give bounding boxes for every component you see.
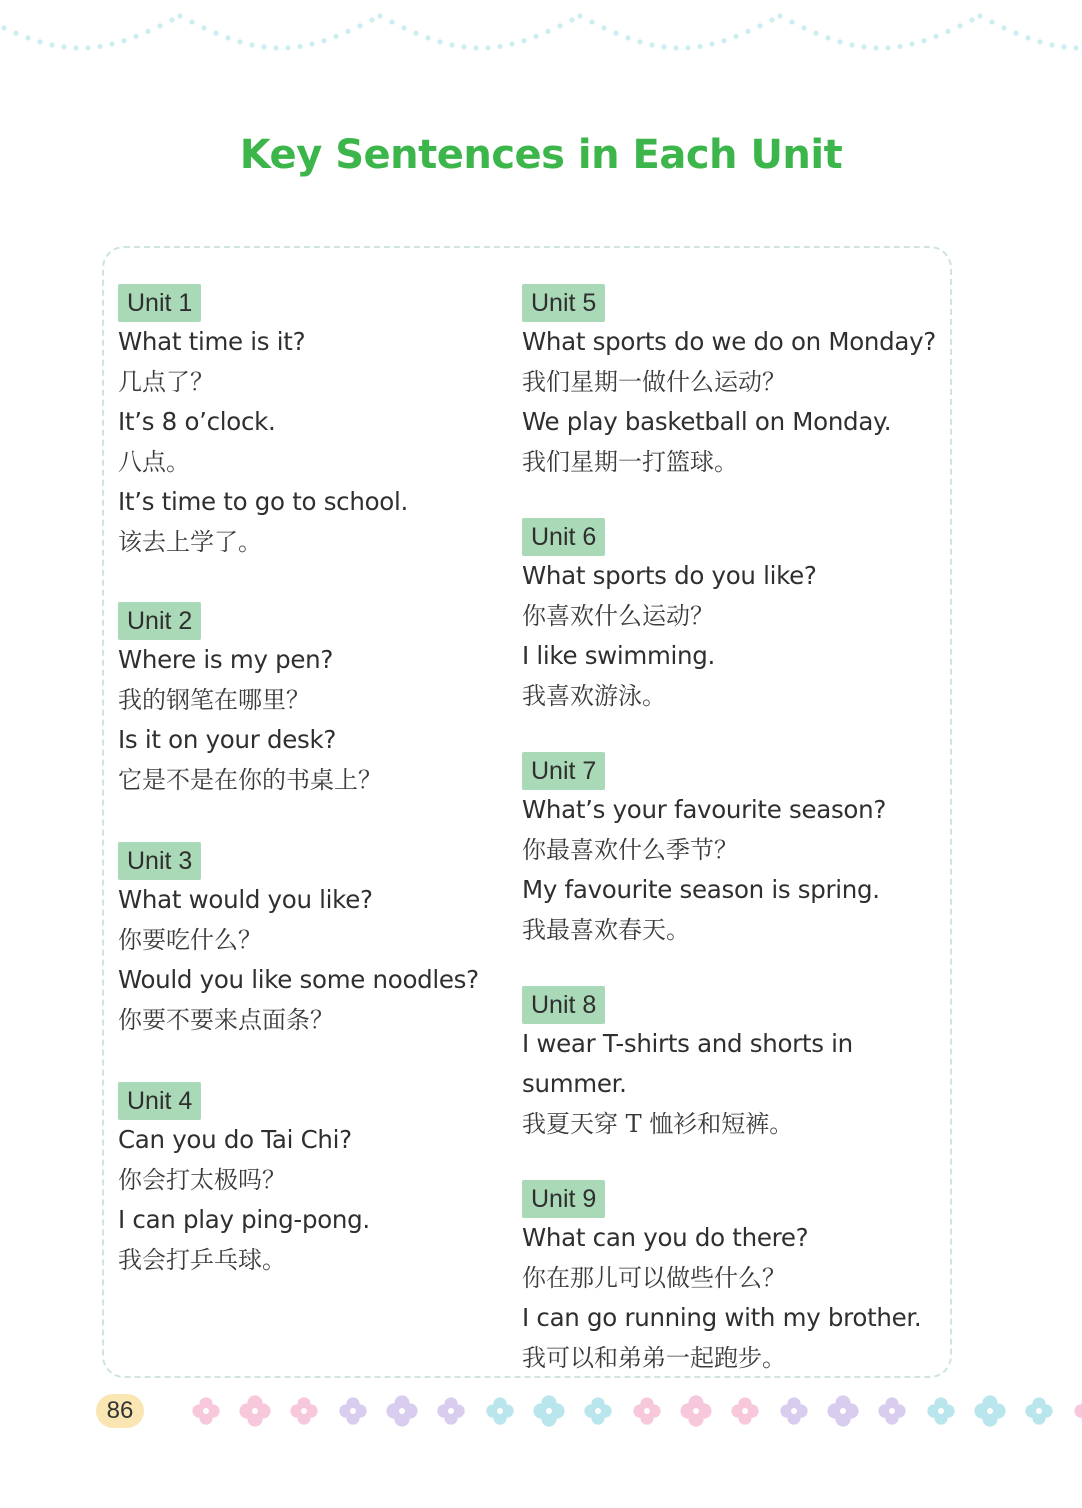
decor-dot <box>745 29 750 34</box>
decor-dot <box>885 45 890 50</box>
decor-dot <box>897 44 902 49</box>
decor-dot <box>437 39 442 44</box>
decor-dot <box>577 13 582 18</box>
decor-dot <box>921 38 926 43</box>
decor-dot <box>213 30 218 35</box>
decor-dot <box>1 25 6 30</box>
decor-dot <box>273 45 278 50</box>
decor-dot <box>697 44 702 49</box>
flower-icon <box>1074 1397 1082 1424</box>
unit-badge: Unit 1 <box>118 284 201 322</box>
flower-icon <box>239 1395 270 1426</box>
decor-dot <box>461 44 466 49</box>
decor-dot <box>109 41 114 46</box>
decor-dot <box>709 41 714 46</box>
english-sentence: I like swimming. <box>522 641 716 670</box>
english-sentence: I can go running with my brother. <box>522 1303 922 1332</box>
chinese-translation: 我夏天穿 T 恤衫和短裤。 <box>522 1110 794 1138</box>
decor-dot <box>321 38 326 43</box>
unit-badge: Unit 3 <box>118 842 201 880</box>
flower-icon <box>927 1397 954 1424</box>
unit-block <box>522 752 947 950</box>
decor-dot <box>177 13 182 18</box>
english-sentence: What sports do we do on Monday? <box>522 327 936 356</box>
decor-dot <box>801 25 806 30</box>
decor-dot <box>401 25 406 30</box>
decor-dot <box>849 42 854 47</box>
decor-dot <box>613 30 618 35</box>
unit-block <box>522 986 947 1144</box>
decor-dot <box>673 45 678 50</box>
chinese-translation: 我最喜欢春天。 <box>522 916 690 944</box>
chinese-translation: 我喜欢游泳。 <box>522 682 666 710</box>
flower-icon <box>827 1395 858 1426</box>
decor-dot <box>201 25 206 30</box>
english-sentence: It’s 8 o’clock. <box>118 407 276 436</box>
decor-dot <box>1073 45 1078 50</box>
english-sentence: Is it on your desk? <box>118 725 337 754</box>
decor-dot <box>37 39 42 44</box>
flower-icon <box>339 1397 366 1424</box>
decor-dot <box>169 17 174 22</box>
decor-dot <box>297 44 302 49</box>
decor-dot <box>377 13 382 18</box>
decor-dot <box>249 42 254 47</box>
decor-dot <box>825 35 830 40</box>
decor-dot <box>521 38 526 43</box>
unit-block <box>522 284 947 482</box>
unit-badge: Unit 8 <box>522 986 605 1024</box>
flower-icon <box>290 1397 317 1424</box>
decor-dot <box>157 23 162 28</box>
decor-dot <box>61 44 66 49</box>
left-column <box>118 284 508 1280</box>
flower-icon <box>486 1397 513 1424</box>
decor-dot <box>497 44 502 49</box>
chinese-translation: 我可以和弟弟一起跑步。 <box>522 1344 786 1372</box>
decor-dot <box>861 44 866 49</box>
english-sentence: What’s your favourite season? <box>522 795 887 824</box>
chinese-translation: 该去上学了。 <box>118 528 262 556</box>
decor-dot <box>545 29 550 34</box>
decor-dot <box>969 17 974 22</box>
decor-dot <box>557 23 562 28</box>
english-sentence: What time is it? <box>118 327 306 356</box>
flower-icon <box>680 1395 711 1426</box>
decor-dot <box>1013 30 1018 35</box>
flower-icon <box>878 1397 905 1424</box>
english-sentence: Where is my pen? <box>118 645 334 674</box>
unit-block <box>522 1180 947 1378</box>
decor-dot <box>49 42 54 47</box>
decor-dot <box>1037 39 1042 44</box>
chinese-translation: 你最喜欢什么季节？ <box>522 836 738 864</box>
decor-dot <box>685 45 690 50</box>
unit-block <box>118 284 508 562</box>
unit-badge: Unit 9 <box>522 1180 605 1218</box>
decor-dot <box>933 34 938 39</box>
decor-dot <box>485 45 490 50</box>
chinese-translation: 几点了？ <box>118 368 214 396</box>
unit-block <box>118 602 508 800</box>
decor-dot <box>533 34 538 39</box>
decor-dot <box>909 41 914 46</box>
page-number: 86 <box>96 1394 144 1428</box>
decor-dot <box>369 17 374 22</box>
chinese-translation: 你喜欢什么运动？ <box>522 602 714 630</box>
flower-icon <box>533 1395 564 1426</box>
decor-dot <box>721 38 726 43</box>
unit-block <box>118 842 508 1040</box>
unit-block <box>118 1082 508 1280</box>
decor-dot <box>769 17 774 22</box>
unit-badge: Unit 5 <box>522 284 605 322</box>
decor-dot <box>73 45 78 50</box>
flower-icon <box>974 1395 1005 1426</box>
flower-icon <box>437 1397 464 1424</box>
decor-dot <box>625 35 630 40</box>
english-sentence: What sports do you like? <box>522 561 817 590</box>
chinese-translation: 它是不是在你的书桌上？ <box>118 766 382 794</box>
decor-dot <box>813 30 818 35</box>
flower-icon <box>1025 1397 1052 1424</box>
chinese-translation: 我的钢笔在哪里？ <box>118 686 310 714</box>
english-sentence: What would you like? <box>118 885 373 914</box>
decor-dot <box>977 13 982 18</box>
english-sentence: My favourite season is spring. <box>522 875 880 904</box>
chinese-translation: 我会打乒乓球。 <box>118 1246 286 1274</box>
decor-dot <box>357 23 362 28</box>
decor-dot <box>145 29 150 34</box>
decor-dot <box>333 34 338 39</box>
english-sentence: We play basketball on Monday. <box>522 407 892 436</box>
decor-dot <box>85 45 90 50</box>
decor-dot <box>649 42 654 47</box>
decor-dot <box>989 19 994 24</box>
decor-dot <box>873 45 878 50</box>
decor-dot <box>449 42 454 47</box>
unit-badge: Unit 7 <box>522 752 605 790</box>
decor-dot <box>601 25 606 30</box>
unit-badge: Unit 6 <box>522 518 605 556</box>
top-dotted-scallop-decoration <box>0 0 1082 70</box>
chinese-translation: 我们星期一打篮球。 <box>522 448 738 476</box>
decor-dot <box>261 44 266 49</box>
chinese-translation: 我们星期一做什么运动？ <box>522 368 786 396</box>
decor-dot <box>1001 25 1006 30</box>
decor-dot <box>237 39 242 44</box>
decor-dot <box>789 19 794 24</box>
unit-block <box>522 518 947 716</box>
decor-dot <box>957 23 962 28</box>
flower-icon <box>731 1397 758 1424</box>
bottom-flower-border-decoration <box>180 1386 1082 1436</box>
chinese-translation: 八点。 <box>118 448 190 476</box>
right-column <box>522 284 947 1378</box>
page-title: Key Sentences in Each Unit <box>239 132 843 178</box>
chinese-translation: 你在那儿可以做些什么？ <box>522 1264 786 1292</box>
decor-dot <box>1049 42 1054 47</box>
english-sentence: What can you do there? <box>522 1223 809 1252</box>
unit-badge: Unit 4 <box>118 1082 201 1120</box>
chinese-translation: 你会打太极吗？ <box>118 1166 286 1194</box>
decor-dot <box>589 19 594 24</box>
decor-dot <box>121 38 126 43</box>
decor-dot <box>733 34 738 39</box>
english-sentence: Would you like some noodles? <box>118 965 479 994</box>
decor-dot <box>661 44 666 49</box>
decor-dot <box>13 30 18 35</box>
unit-badge: Unit 2 <box>118 602 201 640</box>
decor-dot <box>285 45 290 50</box>
decor-dot <box>389 19 394 24</box>
decor-dot <box>757 23 762 28</box>
flower-icon <box>386 1395 417 1426</box>
flower-icon <box>780 1397 807 1424</box>
decor-dot <box>509 41 514 46</box>
decor-dot <box>569 17 574 22</box>
english-sentence: It’s time to go to school. <box>118 487 408 516</box>
english-sentence: I wear T-shirts and shorts in summer. <box>522 1029 853 1098</box>
decor-dot <box>837 39 842 44</box>
decor-dot <box>413 30 418 35</box>
flower-icon <box>633 1397 660 1424</box>
decor-dot <box>345 29 350 34</box>
decor-dot <box>97 44 102 49</box>
decor-dot <box>425 35 430 40</box>
decor-dot <box>133 34 138 39</box>
decor-dot <box>189 19 194 24</box>
decor-dot <box>777 13 782 18</box>
english-sentence: I can play ping-pong. <box>118 1205 370 1234</box>
chinese-translation: 你要吃什么？ <box>118 926 262 954</box>
decor-dot <box>1025 35 1030 40</box>
flower-icon <box>584 1397 611 1424</box>
flower-icon <box>192 1397 219 1424</box>
decor-dot <box>1061 44 1066 49</box>
decor-dot <box>225 35 230 40</box>
decor-dot <box>945 29 950 34</box>
decor-dot <box>637 39 642 44</box>
english-sentence: Can you do Tai Chi? <box>118 1125 352 1154</box>
decor-dot <box>25 35 30 40</box>
chinese-translation: 你要不要来点面条？ <box>118 1006 334 1034</box>
decor-dot <box>309 41 314 46</box>
decor-dot <box>473 45 478 50</box>
